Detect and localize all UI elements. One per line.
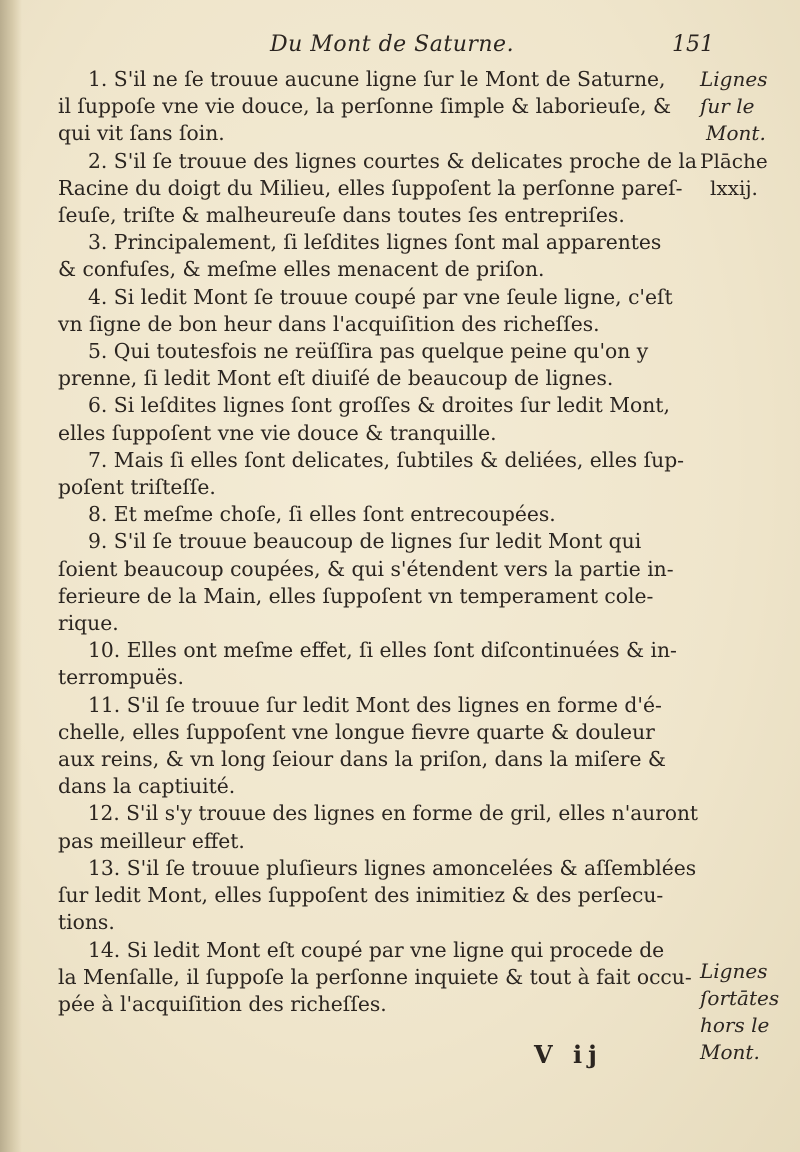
paragraph xyxy=(58,637,698,691)
page-binding-shadow xyxy=(0,0,22,1152)
text-line: 14. Si ledit Mont eſt coupé par vne ligne qui procede de xyxy=(88,937,665,962)
margin-note-line: ſortātes xyxy=(700,986,780,1010)
text-line: prenne, ſi ledit Mont eſt diuiſé de beaucoup de lignes. xyxy=(58,366,614,391)
text-line: 9. S'il ſe trouue beaucoup de lignes ſur ledit Mont qui xyxy=(88,529,642,554)
text-line: elles ſuppoſent vne vie douce & tranquille. xyxy=(58,420,497,445)
text-line: 7. Mais ſi elles ſont delicates, ſubtiles & deliées, elles ſup- xyxy=(88,447,685,472)
paragraph xyxy=(58,229,698,283)
page-header xyxy=(0,30,800,62)
text-line: Racine du doigt du Milieu, elles ſuppoſent la perſonne pareſ- xyxy=(58,175,683,200)
text-line: ſoient beaucoup coupées, & qui s'étendent vers la partie in- xyxy=(58,556,674,581)
text-line: 2. S'il ſe trouue des lignes courtes & delicates proche de la xyxy=(88,148,698,173)
text-line: 5. Qui toutesfois ne reüſſira pas quelque peine qu'on y xyxy=(88,339,649,364)
paragraph xyxy=(58,338,698,392)
text-line: la Menſalle, il ſuppoſe la perſonne inquiete & tout à fait occu- xyxy=(58,964,692,989)
paragraph xyxy=(58,392,698,446)
margin-note-line: lxxij. xyxy=(710,176,758,200)
body-text xyxy=(58,66,698,1018)
margin-note-planche xyxy=(700,148,795,202)
margin-note-line: ſur le xyxy=(700,94,755,118)
text-line: 6. Si leſdites lignes ſont groſſes & droites ſur ledit Mont, xyxy=(88,393,670,418)
running-title: Du Mont de Saturne. xyxy=(270,32,515,57)
text-line: qui vit ſans ſoin. xyxy=(58,121,225,146)
margin-note-lignes-sur-le-mont xyxy=(700,66,795,147)
paragraph xyxy=(58,66,698,148)
text-line: pas meilleur effet. xyxy=(58,828,245,853)
text-line: tions. xyxy=(58,910,115,935)
text-line: 4. Si ledit Mont ſe trouue coupé par vne ſeule ligne, c'eſt xyxy=(88,284,673,309)
text-line: terrompuës. xyxy=(58,665,184,690)
paragraph xyxy=(58,692,698,801)
page-number: 151 xyxy=(672,32,714,57)
paragraph xyxy=(58,447,698,501)
text-line: & confuſes, & meſme elles menacent de priſon. xyxy=(58,257,545,282)
margin-note-line: hors le xyxy=(700,1013,770,1037)
margin-note-line: Lignes xyxy=(700,959,768,983)
text-line: 11. S'il ſe trouue ſur ledit Mont des lignes en forme d'é- xyxy=(88,692,662,717)
paragraph xyxy=(58,501,698,528)
text-line: vn ſigne de bon heur dans l'acquiſition des richeſſes. xyxy=(58,311,600,336)
signature-mark: V ij xyxy=(534,1040,603,1069)
margin-note-line: Lignes xyxy=(700,67,768,91)
paragraph xyxy=(58,148,698,230)
paragraph xyxy=(58,800,698,854)
margin-note-line: Mont. xyxy=(706,121,766,145)
text-line: 12. S'il s'y trouue des lignes en forme de gril, elles n'auront xyxy=(87,801,698,826)
text-line: 3. Principalement, ſi leſdites lignes ſont mal apparentes xyxy=(88,230,662,255)
paragraph xyxy=(58,528,698,637)
paragraph xyxy=(58,855,698,937)
text-line: ſeuſe, triſte & malheureuſe dans toutes ſes entrepriſes. xyxy=(58,203,625,228)
text-line: chelle, elles ſuppoſent vne longue fievre quarte & douleur xyxy=(58,719,655,744)
text-line: il ſuppoſe vne vie douce, la perſonne ſimple & laborieuſe, & xyxy=(58,94,672,119)
paragraph xyxy=(58,284,698,338)
text-line: 8. Et meſme choſe, ſi elles ſont entrecoupées. xyxy=(88,502,556,527)
paragraph xyxy=(58,937,698,1019)
margin-note-line: Plāche xyxy=(700,149,768,173)
text-line: rique. xyxy=(58,611,119,636)
text-line: dans la captiuité. xyxy=(58,774,236,799)
text-line: ferieure de la Main, elles ſuppoſent vn temperament cole- xyxy=(58,583,654,608)
margin-note-lignes-sortantes xyxy=(700,958,795,1066)
text-line: ſur ledit Mont, elles ſuppoſent des inimitiez & des perſecu- xyxy=(58,883,664,908)
text-line: aux reins, & vn long ſeiour dans la priſon, dans la miſere & xyxy=(58,747,666,772)
text-line: 10. Elles ont meſme effet, ſi elles ſont diſcontinuées & in- xyxy=(88,638,677,663)
text-line: 13. S'il ſe trouue pluſieurs lignes amoncelées & aſſemblées xyxy=(88,855,697,880)
margin-note-line: Mont. xyxy=(700,1040,760,1064)
text-line: 1. S'il ne ſe trouue aucune ligne ſur le Mont de Saturne, xyxy=(88,67,666,91)
text-line: poſent triſteſſe. xyxy=(58,475,216,500)
text-line: pée à l'acquiſition des richeſſes. xyxy=(58,991,387,1016)
